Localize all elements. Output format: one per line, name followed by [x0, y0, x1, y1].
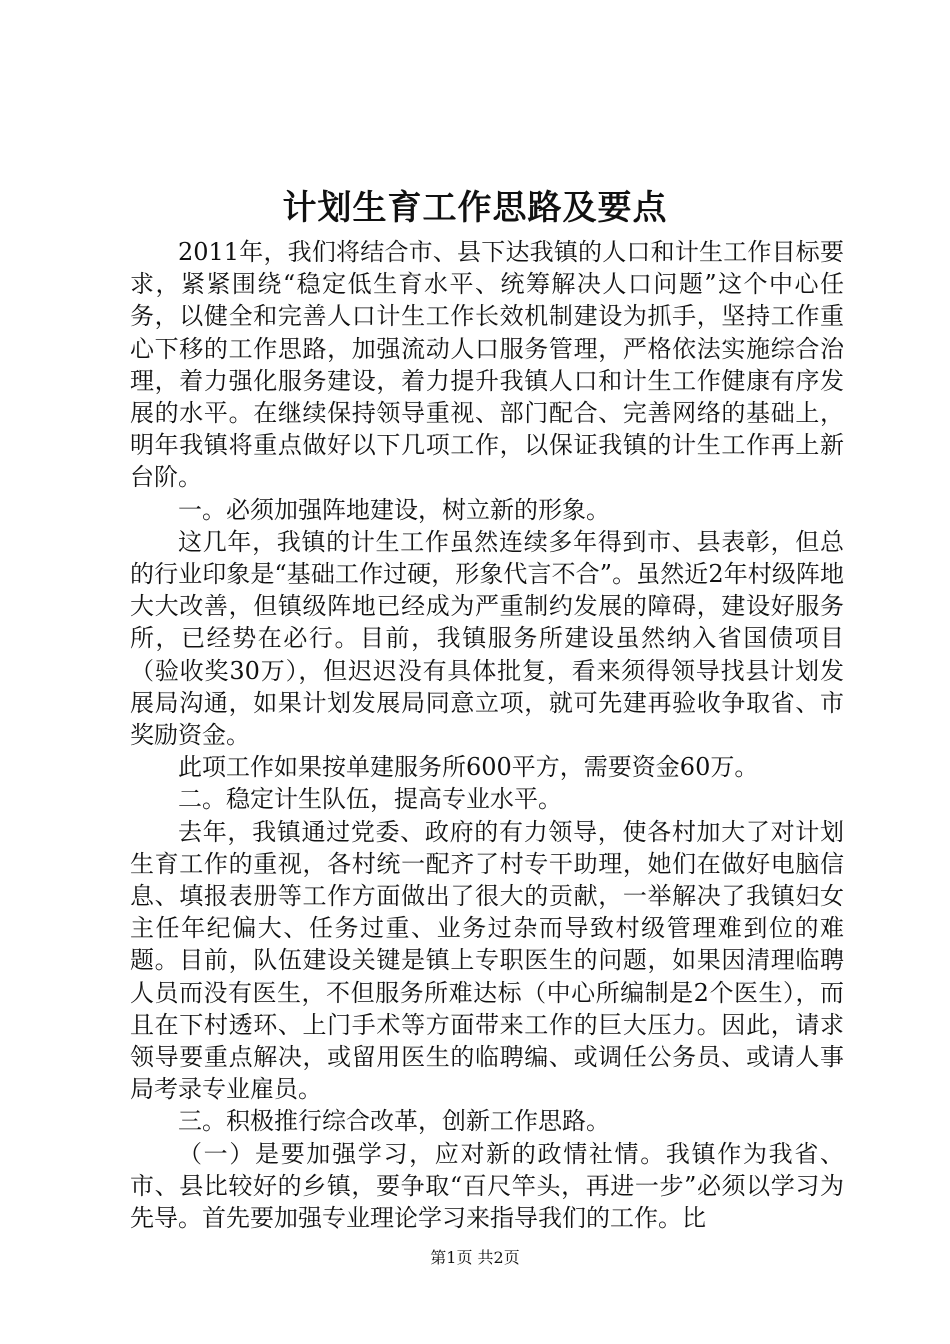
paragraph-section-1-cost: 此项工作如果按单建服务所600平方，需要资金60万。	[178, 753, 759, 782]
paragraph-section-3-1: （一）是要加强学习，应对新的政情社情。我镇作为我省、市、县比较好的乡镇，要争取“百尺竿头，再进一步”必须以学习为先导。首先要加强专业理论学习来指导我们的工作。比	[130, 1139, 844, 1233]
paragraph-section-1: 这几年，我镇的计生工作虽然连续多年得到市、县表彰，但总的行业印象是“基础工作过硬，形象代言不合”。虽然近2年村级阵地大大改善，但镇级阵地已经成为严重制约发展的障碍，建设好服务所，已经势在必行。目前，我镇服务所建设虽然纳入省国债项目（验收奖30万），但迟迟没有具体批复，看来须得领导找县计划发展局沟通，如果计划发展局同意立项，就可先建再验收争取省、市奖励资金。	[130, 527, 844, 750]
document-body	[130, 236, 844, 1234]
section-heading-3: 三。积极推行综合改革，创新工作思路。	[178, 1107, 610, 1136]
document-title: 计划生育工作思路及要点	[282, 188, 668, 228]
paragraph-section-2: 去年，我镇通过党委、政府的有力领导，使各村加大了对计划生育工作的重视，各村统一配齐了村专干助理，她们在做好电脑信息、填报表册等工作方面做出了很大的贡献，一举解决了我镇妇女主任年纪偏大、任务过重、业务过杂而导致村级管理难到位的难题。目前，队伍建设关键是镇上专职医生的问题，如果因清理临聘人员而没有医生，不但服务所难达标（中心所编制是2个医生），而且在下村透环、上门手术等方面带来工作的巨大压力。因此，请求领导要重点解决，或留用医生的临聘编、或调任公务员、或请人事局考录专业雇员。	[130, 817, 844, 1104]
section-heading-1: 一。必须加强阵地建设，树立新的形象。	[178, 495, 610, 524]
paragraph-intro: 2011年，我们将结合市、县下达我镇的人口和计生工作目标要求，紧紧围绕“稳定低生育水平、统筹解决人口问题”这个中心任务，以健全和完善人口计生工作长效机制建设为抓手，坚持工作重心下移的工作思路，加强流动人口服务管理，严格依法实施综合治理，着力强化服务建设，着力提升我镇人口和计生工作健康有序发展的水平。在继续保持领导重视、部门配合、完善网络的基础上，明年我镇将重点做好以下几项工作，以保证我镇的计生工作再上新台阶。	[130, 238, 844, 492]
section-heading-2: 二。稳定计生队伍，提高专业水平。	[178, 785, 562, 814]
page-footer: 第1页 共2页	[430, 1248, 520, 1267]
